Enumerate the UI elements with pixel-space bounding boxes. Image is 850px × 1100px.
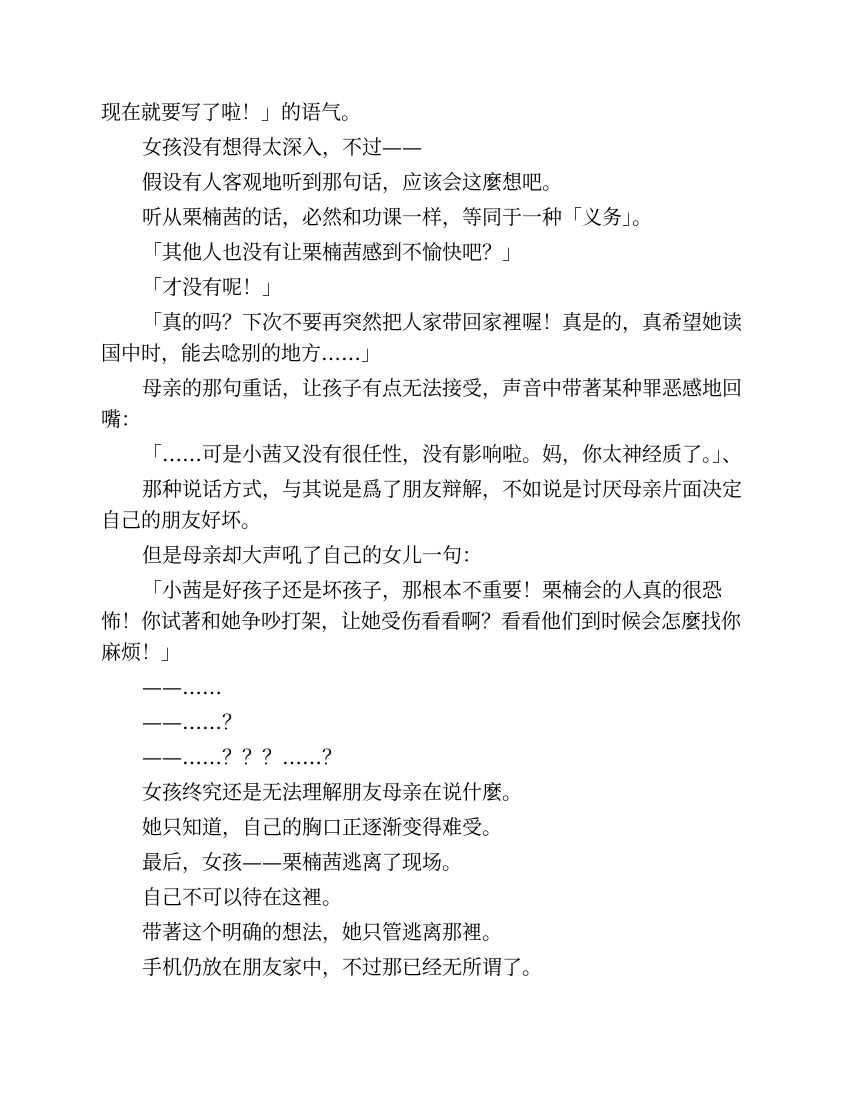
paragraph: 女孩终究还是无法理解朋友母亲在说什麼。 — [142, 780, 522, 804]
paragraph: 女孩没有想得太深入，不过—— — [142, 135, 422, 159]
paragraph: 「真的吗？下次不要再突然把人家带回家裡喔！真是的，真希望她读国中时，能去唸别的地方……」 — [101, 310, 742, 365]
paragraph: 现在就要写了啦！」的语气。 — [101, 100, 361, 124]
paragraph: 但是母亲却大声吼了自己的女儿一句： — [142, 543, 482, 567]
paragraph: ——……？？？……？ — [142, 745, 342, 769]
paragraph: 听从栗楠茜的话，必然和功课一样，等同于一种「义务」。 — [142, 205, 652, 229]
paragraph: 母亲的那句重话，让孩子有点无法接受，声音中带著某种罪恶感地回嘴： — [101, 376, 742, 431]
paragraph: ——…… — [142, 675, 222, 699]
paragraph: 手机仍放在朋友家中，不过那已经无所谓了。 — [142, 955, 542, 979]
paragraph: 那种说话方式，与其说是爲了朋友辩解，不如说是讨厌母亲片面决定自己的朋友好坏。 — [101, 477, 742, 532]
body-text — [101, 97, 751, 987]
paragraph: 她只知道，自己的胸口正逐渐变得难受。 — [142, 815, 502, 839]
paragraph: 自己不可以待在这裡。 — [142, 885, 342, 909]
paragraph: 「……可是小茜又没有很任性，没有影响啦。妈，你太神经质了。」、 — [142, 442, 742, 466]
paragraph: 假设有人客观地听到那句话，应该会这麼想吧。 — [142, 170, 562, 194]
paragraph: 最后，女孩——栗楠茜逃离了现场。 — [142, 850, 462, 874]
paragraph: 「才没有呢！」 — [142, 275, 282, 299]
paragraph: 「小茜是好孩子还是坏孩子，那根本不重要！栗楠会的人真的很恐怖！你试著和她争吵打架，让她受伤看看啊？看看他们到时候会怎麼找你麻烦！」 — [101, 578, 741, 664]
paragraph: ——……？ — [142, 710, 242, 734]
paragraph: 带著这个明确的想法，她只管逃离那裡。 — [142, 920, 502, 944]
paragraph: 「其他人也没有让栗楠茜感到不愉快吧？」 — [142, 240, 522, 264]
